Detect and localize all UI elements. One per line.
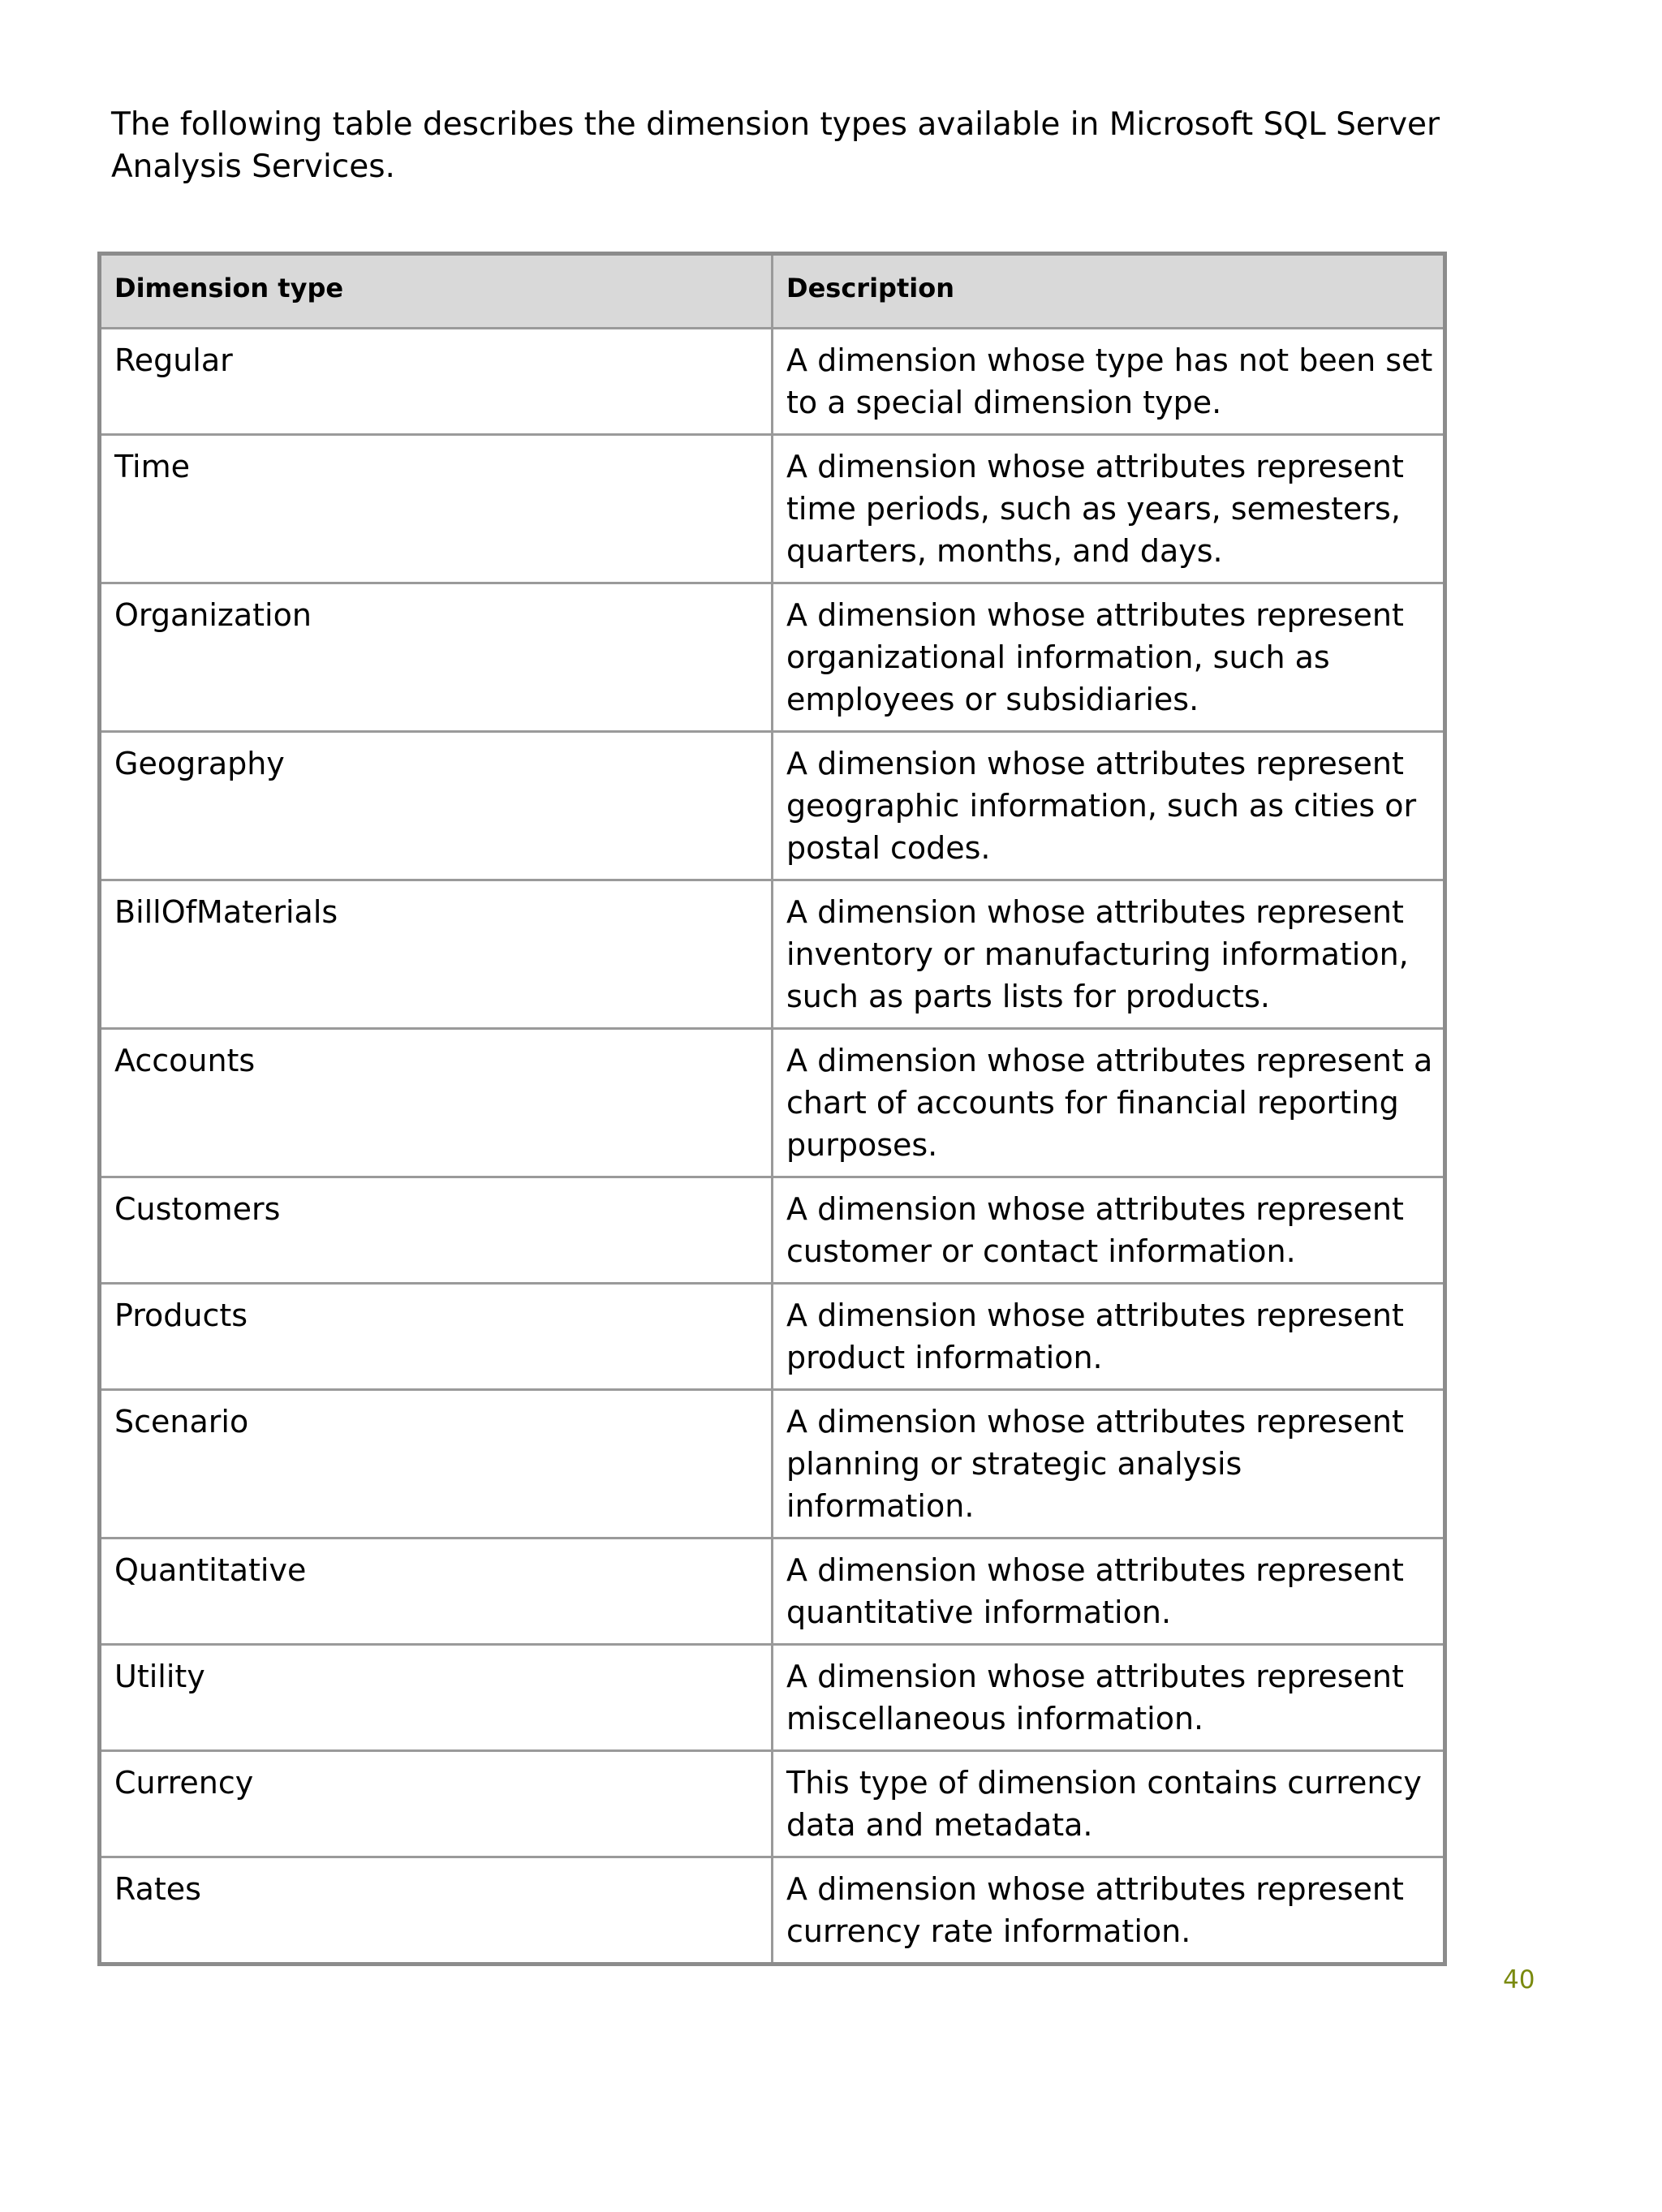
description-cell: A dimension whose attributes represent geographic information, such as cities or postal codes. [773,732,1445,880]
table-row [100,1645,1445,1751]
table-row [100,1751,1445,1857]
table-row [100,1284,1445,1390]
dimension-type-cell: Quantitative [100,1539,773,1645]
dimension-type-cell: Utility [100,1645,773,1751]
description-cell: A dimension whose attributes represent organizational information, such as employees or subsidiaries. [773,583,1445,732]
dimension-type-cell: BillOfMaterials [100,880,773,1029]
description-cell: A dimension whose attributes represent customer or contact information. [773,1177,1445,1284]
column-header-dimension-type: Dimension type [100,254,773,329]
table-row [100,1177,1445,1284]
dimension-type-cell: Time [100,435,773,583]
description-cell: This type of dimension contains currency data and metadata. [773,1751,1445,1857]
dimension-type-cell: Products [100,1284,773,1390]
table-row [100,880,1445,1029]
column-header-description: Description [773,254,1445,329]
dimension-types-table-container [97,252,1443,1966]
dimension-types-table [97,252,1447,1966]
table-row [100,1539,1445,1645]
intro-paragraph: The following table describes the dimension types available in Microsoft SQL Server Analysis Services. [111,106,1440,185]
description-cell: A dimension whose type has not been set to a special dimension type. [773,329,1445,435]
table-header-row [100,254,1445,329]
table-row [100,1029,1445,1177]
page-number: 40 [1503,1965,1535,1995]
description-cell: A dimension whose attributes represent planning or strategic analysis information. [773,1390,1445,1539]
table-row [100,732,1445,880]
table-row [100,1390,1445,1539]
dimension-type-cell: Rates [100,1857,773,1965]
description-cell: A dimension whose attributes represent miscellaneous information. [773,1645,1445,1751]
table-body [100,329,1445,1965]
dimension-type-cell: Scenario [100,1390,773,1539]
table-row [100,329,1445,435]
dimension-type-cell: Currency [100,1751,773,1857]
table-row [100,435,1445,583]
description-cell: A dimension whose attributes represent a chart of accounts for financial reporting purposes. [773,1029,1445,1177]
dimension-type-cell: Geography [100,732,773,880]
table-row [100,583,1445,732]
description-cell: A dimension whose attributes represent currency rate information. [773,1857,1445,1965]
description-cell: A dimension whose attributes represent time periods, such as years, semesters, quarters, months, and days. [773,435,1445,583]
dimension-type-cell: Organization [100,583,773,732]
dimension-type-cell: Regular [100,329,773,435]
description-cell: A dimension whose attributes represent quantitative information. [773,1539,1445,1645]
dimension-type-cell: Accounts [100,1029,773,1177]
dimension-type-cell: Customers [100,1177,773,1284]
table-header [100,254,1445,329]
description-cell: A dimension whose attributes represent product information. [773,1284,1445,1390]
description-cell: A dimension whose attributes represent inventory or manufacturing information, such as parts lists for products. [773,880,1445,1029]
table-row [100,1857,1445,1965]
